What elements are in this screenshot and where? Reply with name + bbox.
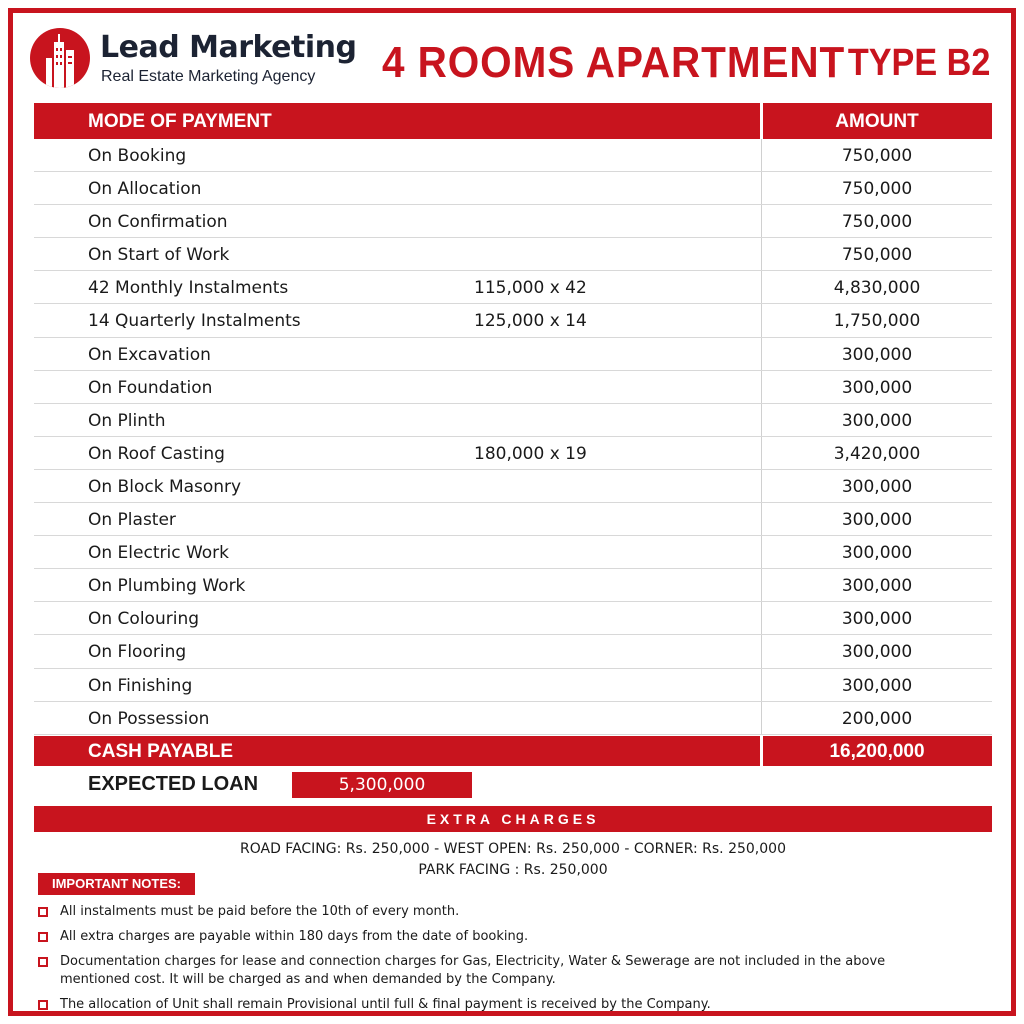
note-item <box>38 903 938 921</box>
table-row <box>34 702 992 735</box>
checkbox-bullet-icon <box>38 957 48 967</box>
brand-tagline: Real Estate Marketing Agency <box>101 68 316 85</box>
table-row <box>34 635 992 668</box>
building-skyline-icon <box>30 28 90 88</box>
payment-mode: On Flooring <box>88 642 187 663</box>
payment-mode: 42 Monthly Instalments <box>88 278 289 299</box>
page-title: 4 ROOMS APARTMENT <box>382 38 846 87</box>
payment-amount: 750,000 <box>841 212 913 233</box>
extra-charges-line-1: ROAD FACING: Rs. 250,000 - WEST OPEN: Rs. 250,000 - CORNER: Rs. 250,000 <box>240 841 786 857</box>
cash-payable-label: CASH PAYABLE <box>88 741 234 762</box>
cash-payable-amount: 16,200,000 <box>829 741 925 762</box>
payment-amount: 300,000 <box>841 476 913 497</box>
payment-amount: 750,000 <box>841 245 913 266</box>
table-row <box>34 205 992 238</box>
checkbox-bullet-icon <box>38 932 48 942</box>
table-row <box>34 338 992 371</box>
table-row <box>34 271 992 304</box>
expected-loan-label: EXPECTED LOAN <box>88 773 259 795</box>
note-item <box>38 928 938 946</box>
note-text: Documentation charges for lease and connection charges for Gas, Electricity, Water & Sewerage are not included in the above mentioned cost. It will be charged as and when demanded by the Company. <box>60 954 886 987</box>
expected-loan-amount: 5,300,000 <box>292 772 472 798</box>
cash-payable-row <box>34 736 992 766</box>
important-notes-list <box>38 903 938 1021</box>
note-item <box>38 996 938 1014</box>
table-row <box>34 470 992 503</box>
payment-mode: On Possession <box>88 708 210 729</box>
table-row <box>34 602 992 635</box>
payment-amount: 4,830,000 <box>833 278 921 299</box>
payment-amount: 300,000 <box>841 410 913 431</box>
table-row <box>34 371 992 404</box>
payment-amount: 300,000 <box>841 543 913 564</box>
payment-mode: On Roof Casting <box>88 443 225 464</box>
checkbox-bullet-icon <box>38 907 48 917</box>
extra-charges-line-2: PARK FACING : Rs. 250,000 <box>418 862 608 878</box>
header-mode-of-payment: MODE OF PAYMENT <box>88 111 272 132</box>
payment-amount: 750,000 <box>841 179 913 200</box>
payment-calculation: 125,000 x 14 <box>474 311 587 332</box>
note-item <box>38 953 938 989</box>
payment-amount: 300,000 <box>841 344 913 365</box>
payment-mode: On Electric Work <box>88 543 230 564</box>
table-body <box>34 139 992 735</box>
header <box>30 26 990 92</box>
payment-amount: 300,000 <box>841 377 913 398</box>
payment-mode: On Colouring <box>88 609 200 630</box>
payment-calculation: 180,000 x 19 <box>474 443 587 464</box>
payment-mode: On Plaster <box>88 510 176 531</box>
payment-amount: 300,000 <box>841 675 913 696</box>
payment-amount: 1,750,000 <box>833 311 921 332</box>
table-row <box>34 172 992 205</box>
payment-amount: 300,000 <box>841 510 913 531</box>
payment-table <box>34 103 992 735</box>
payment-mode: On Confirmation <box>88 212 228 233</box>
payment-mode: On Start of Work <box>88 245 230 266</box>
table-row <box>34 669 992 702</box>
payment-amount: 300,000 <box>841 609 913 630</box>
payment-mode: On Excavation <box>88 344 211 365</box>
payment-amount: 300,000 <box>841 576 913 597</box>
table-row <box>34 437 992 470</box>
payment-mode: On Foundation <box>88 377 213 398</box>
payment-amount: 3,420,000 <box>833 443 921 464</box>
payment-calculation: 115,000 x 42 <box>474 278 587 299</box>
extra-charges-title: EXTRA CHARGES <box>34 806 992 832</box>
checkbox-bullet-icon <box>38 1000 48 1010</box>
brand-name: Lead Marketing <box>100 30 357 65</box>
table-row <box>34 536 992 569</box>
note-text: The allocation of Unit shall remain Provisional until full & final payment is received by the Company. <box>60 997 711 1012</box>
payment-mode: 14 Quarterly Instalments <box>88 311 301 332</box>
header-amount: AMOUNT <box>835 111 919 132</box>
table-row <box>34 139 992 172</box>
payment-mode: On Plumbing Work <box>88 576 246 597</box>
important-notes-title: IMPORTANT NOTES: <box>38 873 195 895</box>
table-header <box>34 103 992 139</box>
payment-mode: On Finishing <box>88 675 193 696</box>
table-row <box>34 404 992 437</box>
payment-amount: 200,000 <box>841 708 913 729</box>
payment-mode: On Block Masonry <box>88 476 242 497</box>
payment-amount: 750,000 <box>841 146 913 166</box>
payment-mode: On Plinth <box>88 410 166 431</box>
note-text: All instalments must be paid before the 10th of every month. <box>60 904 460 919</box>
note-text: All extra charges are payable within 180 days from the date of booking. <box>60 929 529 944</box>
payment-mode: On Booking <box>88 146 187 166</box>
table-row <box>34 503 992 536</box>
type-label: TYPE B2 <box>847 42 990 84</box>
table-row <box>34 238 992 271</box>
table-row <box>34 304 992 337</box>
table-row <box>34 569 992 602</box>
payment-mode: On Allocation <box>88 179 202 200</box>
payment-amount: 300,000 <box>841 642 913 663</box>
